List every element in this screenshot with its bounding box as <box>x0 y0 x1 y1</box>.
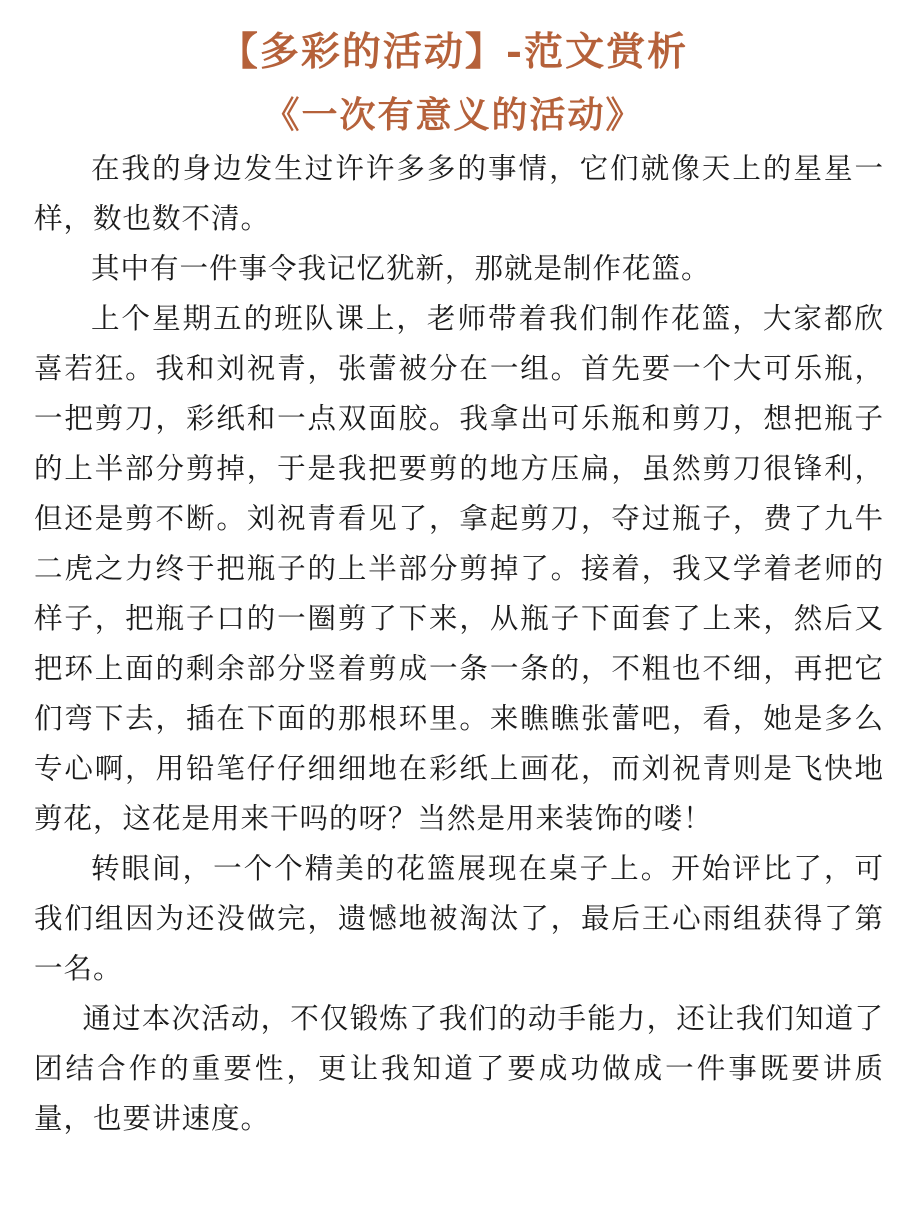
essay-body <box>34 144 884 1144</box>
paragraph-1: 在我的身边发生过许许多多的事情，它们就像天上的星星一样，数也数不清。 <box>34 152 884 235</box>
paragraph-2: 其中有一件事令我记忆犹新，那就是制作花篮。 <box>91 252 711 285</box>
paragraph-5: 通过本次活动，不仅锻炼了我们的动手能力，还让我们知道了团结合作的重要性，更让我知道了要成功做成一件事既要讲质量，也要讲速度。 <box>34 1002 884 1135</box>
paragraph-3: 上个星期五的班队课上，老师带着我们制作花篮，大家都欣喜若狂。我和刘祝青，张蕾被分在一组。首先要一个大可乐瓶，一把剪刀，彩纸和一点双面胶。我拿出可乐瓶和剪刀，想把瓶子的上半部分剪掉，于是我把要剪的地方压扁，虽然剪刀很锋利，但还是剪不断。刘祝青看见了，拿起剪刀，夺过瓶子，费了九牛二虎之力终于把瓶子的上半部分剪掉了。接着，我又学着老师的样子，把瓶子口的一圈剪了下来，从瓶子下面套了上来，然后又把环上面的剩余部分竖着剪成一条一条的，不粗也不细，再把它们弯下去，插在下面的那根环里。来瞧瞧张蕾吧，看，她是多么专心啊，用铅笔仔仔细细地在彩纸上画花，而刘祝青则是飞快地剪花，这花是用来干吗的呀？当然是用来装饰的喽！ <box>34 302 884 835</box>
page-title: 【多彩的活动】-范文赏析 <box>218 29 689 75</box>
paragraph-4: 转眼间，一个个精美的花篮展现在桌子上。开始评比了，可我们组因为还没做完，遗憾地被淘汰了，最后王心雨组获得了第一名。 <box>34 852 884 985</box>
essay-title: 《一次有意义的活动》 <box>263 94 644 136</box>
